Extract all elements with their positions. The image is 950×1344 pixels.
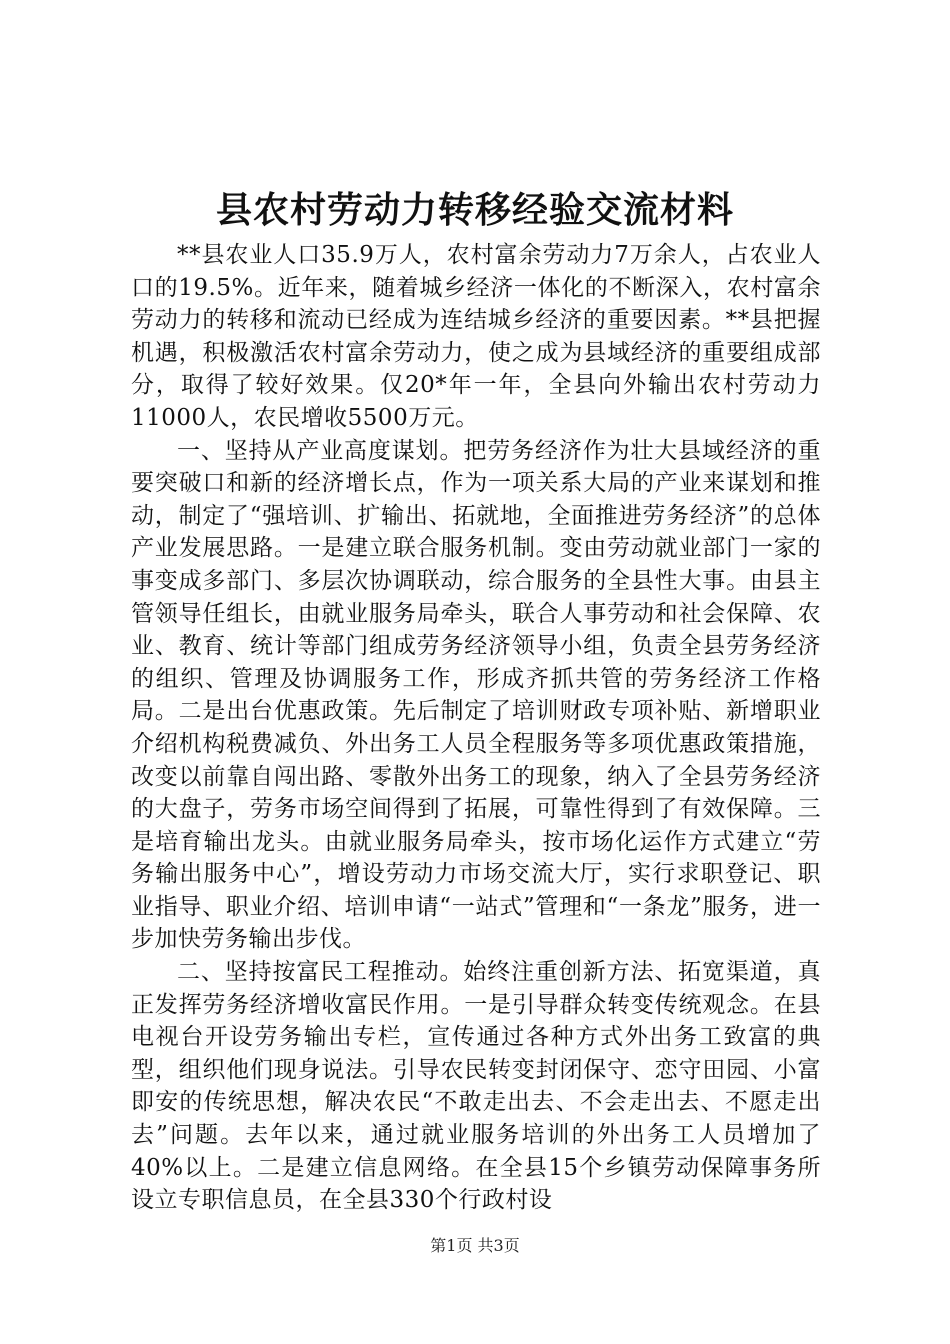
document-body (131, 239, 821, 1217)
paragraph-intro: **县农业人口35.9万人，农村富余劳动力7万余人，占农业人口的19.5%。近年来，随着城乡经济一体化的不断深入，农村富余劳动力的转移和流动已经成为连结城乡经济的重要因素。**县把握机遇，积极激活农村富余劳动力，使之成为县域经济的重要组成部分，取得了较好效果。仅20*年一年，全县向外输出农村劳动力11000人，农民增收5500万元。 (131, 242, 821, 431)
document-title: 县农村劳动力转移经验交流材料 (215, 189, 734, 231)
paragraph-section-one: 一、坚持从产业高度谋划。把劳务经济作为壮大县域经济的重要突破口和新的经济增长点，作为一项关系大局的产业来谋划和推动，制定了“强培训、扩输出、拓就地，全面推进劳务经济”的总体产业发展思路。一是建立联合服务机制。变由劳动就业部门一家的事变成多部门、多层次协调联动，综合服务的全县性大事。由县主管领导任组长，由就业服务局牵头，联合人事劳动和社会保障、农业、教育、统计等部门组成劳务经济领导小组，负责全县劳务经济的组织、管理及协调服务工作，形成齐抓共管的劳务经济工作格局。二是出台优惠政策。先后制定了培训财政专项补贴、新增职业介绍机构税费减负、外出务工人员全程服务等多项优惠政策措施，改变以前靠自闯出路、零散外出务工的现象，纳入了全县劳务经济的大盘子，劳务市场空间得到了拓展，可靠性得到了有效保障。三是培育输出龙头。由就业服务局牵头，按市场化运作方式建立“劳务输出服务中心”，增设劳动力市场交流大厅，实行求职登记、职业指导、职业介绍、培训申请“一站式”管理和“一条龙”服务，进一步加快劳务输出步伐。 (131, 437, 821, 953)
paragraph-section-two: 二、坚持按富民工程推动。始终注重创新方法、拓宽渠道，真正发挥劳务经济增收富民作用。一是引导群众转变传统观念。在县电视台开设劳务输出专栏，宣传通过各种方式外出务工致富的典型，组织他们现身说法。引导农民转变封闭保守、恋守田园、小富即安的传统思想，解决农民“不敢走出去、不会走出去、不愿走出去”问题。去年以来，通过就业服务培训的外出务工人员增加了40%以上。二是建立信息网络。在全县15个乡镇劳动保障事务所设立专职信息员，在全县330个行政村设 (131, 959, 821, 1214)
page-number-footer: 第1页 共3页 (430, 1236, 520, 1255)
